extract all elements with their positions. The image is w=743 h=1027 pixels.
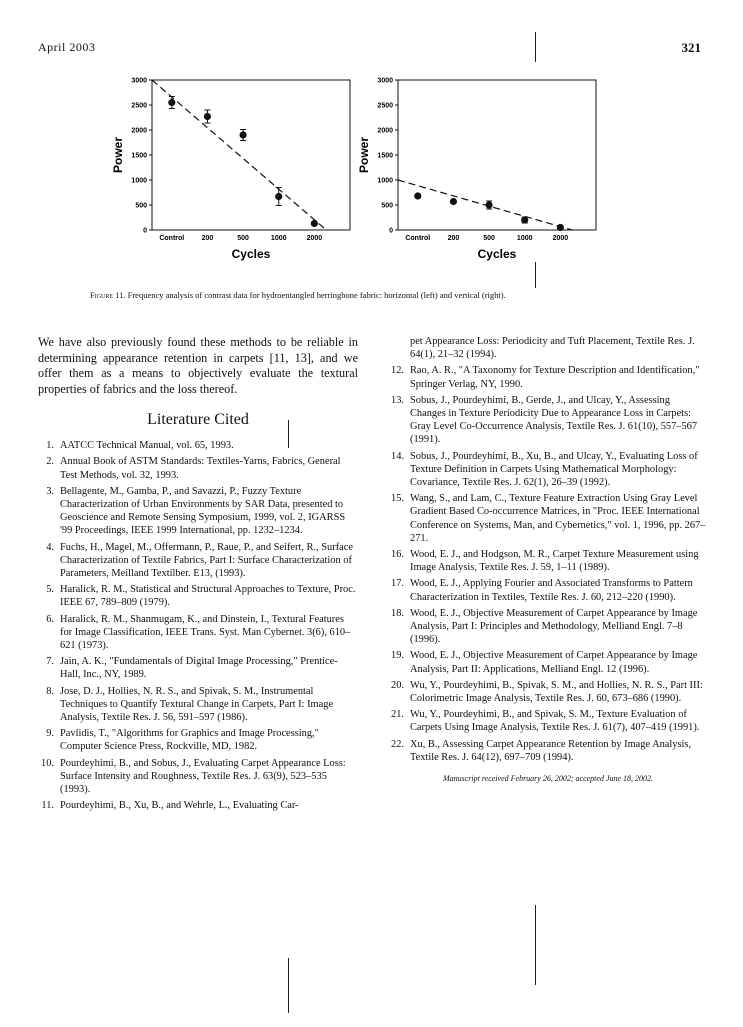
reference-text: Jain, A. K., "Fundamentals of Digital Image Processing," Prentice-Hall, Inc., NY, 1989. <box>60 656 338 681</box>
reference-item <box>38 541 358 581</box>
data-point <box>450 198 457 205</box>
y-tick-label: 500 <box>135 202 147 210</box>
caption-text: Frequency analysis of contrast data for hydroentangled herringbone fabric: horizontal (left) and vertical (right). <box>127 290 506 300</box>
reference-text: Pourdeyhimi, B., Xu, B., and Wehrle, L., Evaluating Car- <box>60 800 299 812</box>
y-tick-label: 1500 <box>377 152 393 160</box>
x-tick-label: 500 <box>483 235 495 242</box>
reference-item <box>388 577 708 603</box>
trend-line <box>152 80 326 230</box>
data-point <box>521 216 528 223</box>
data-point <box>414 192 421 199</box>
chart-left <box>111 78 350 262</box>
column-left <box>38 335 358 815</box>
caption-label: Figure 11. <box>90 290 126 300</box>
x-tick-label: 200 <box>201 235 214 242</box>
reference-text: Wu, Y., Pourdeyhimi, B., Spivak, S. M., and Hollies, N. R. S., Part III: Colorimetric Image Analysis, Textile Res. J. 60, 673–686 (1990). <box>410 679 703 705</box>
y-tick-label: 1000 <box>131 177 147 185</box>
reference-item <box>388 492 708 545</box>
reference-text: Sobus, J., Pourdeyhimi, B., Gerde, J., and Ulcay, Y., Assessing Changes in Texture Periodicity Due to Appearance Loss in Carpets: Gray Level Co-Occurrence Analysis, Textile Res. J. 61(10), 557–567 (1991). <box>410 394 698 446</box>
reference-item <box>388 394 708 447</box>
reference-text: Wang, S., and Lam, C., Texture Feature Extraction Using Gray Level Gradient Based Co-occurrence Matrices, in "Proc. IEEE International Conference on Systems, Man, and Cybernetics," vol. 1, 1996, pp. 267–271. <box>410 493 706 544</box>
reference-item <box>388 649 708 675</box>
reference-text: Jose, D. J., Hollies, N. R. S., and Spivak, S. M., Instrumental Techniques to Quantify Textural Change in Carpets, Part I: Image Analysis, Textile Res. J. 56, 591–597 (1986). <box>60 685 334 724</box>
reference-number: 19. <box>391 650 404 662</box>
reference-number: 15. <box>391 493 404 505</box>
reference-number: 16. <box>391 549 404 561</box>
data-point <box>485 201 492 208</box>
y-tick-label: 3000 <box>377 77 393 85</box>
reference-text: Fuchs, H., Magel, M., Offermann, P., Raue, P., and Seifert, R., Surface Characterization of Textile Fabrics, Part I: Surface Characterization of Parameters, Meilland Textilber. E13, (1993). <box>60 541 354 580</box>
reference-item <box>388 450 708 490</box>
y-tick-label: 3000 <box>131 77 147 85</box>
reference-text: Bellagente, M., Gamba, P., and Savazzi, P., Fuzzy Texture Characterization of Urban Environments by SAR Data, presented to Geoscience and Remote Sensing Symposium, 1999, vol. 2, IGARSS '99 Proceedings, IEEE 1999 International, pp. 1232–1234. <box>60 485 346 537</box>
reference-text: Wood, E. J., Objective Measurement of Carpet Appearance by Image Analysis, Part I: Principles and Methodology, Melliand Engl. 7–8 (1996). <box>410 607 698 646</box>
data-point <box>239 131 246 138</box>
x-tick-label: 2000 <box>552 235 569 242</box>
reference-number: 18. <box>391 607 404 619</box>
page-number: 321 <box>681 40 701 55</box>
reference-number: 2. <box>46 456 54 468</box>
data-point <box>168 99 175 106</box>
reference-item <box>38 757 358 797</box>
reference-number: 3. <box>46 485 54 497</box>
section-heading: Literature Cited <box>147 411 249 428</box>
reference-item <box>388 708 708 734</box>
reference-item <box>38 727 358 753</box>
y-tick-label: 500 <box>381 202 393 210</box>
reference-list-right <box>388 364 708 764</box>
crop-mark-bottom <box>535 905 536 985</box>
reference-text: Haralick, R. M., Statistical and Structural Approaches to Texture, Proc. IEEE 67, 789–809 (1979). <box>60 584 356 609</box>
trend-line <box>398 180 572 230</box>
reference-text: Sobus, J., Pourdeyhimi, B., Xu, B., and Ulcay, Y., Evaluating Loss of Texture Definition in Carpets Using Mathematical Morphology: Covariance, Textile Res. J. 62(1), 26–39 (1992). <box>410 450 698 489</box>
data-point <box>204 113 211 120</box>
reference-text: Wood, E. J., Applying Fourier and Associated Transforms to Pattern Characterization in Textiles, Textile Res. J. 60, 212–220 (1990). <box>410 578 693 603</box>
x-tick-label: Control <box>159 235 185 242</box>
reference-number: 11. <box>41 800 54 812</box>
scan-mark-lower <box>288 958 289 1013</box>
reference-item <box>38 799 358 812</box>
column-right <box>388 335 708 786</box>
reference-number <box>388 335 404 361</box>
reference-text: AATCC Technical Manual, vol. 65, 1993. <box>60 440 234 452</box>
reference-item <box>388 607 708 647</box>
x-tick-label: 500 <box>237 235 249 242</box>
reference-number: 14. <box>391 450 404 462</box>
reference-item <box>388 679 708 705</box>
reference-number: 8. <box>46 685 54 697</box>
reference-item <box>388 738 708 764</box>
reference-item <box>38 455 358 481</box>
plot-frame <box>398 80 596 230</box>
reference-item <box>388 364 708 390</box>
y-tick-label: 1500 <box>131 152 147 160</box>
y-tick-label: 0 <box>143 227 147 235</box>
x-tick-label: 1000 <box>270 235 287 242</box>
y-tick-label: 1000 <box>377 177 393 185</box>
y-tick-label: 2000 <box>377 127 393 135</box>
x-tick-label: 200 <box>447 235 460 242</box>
y-axis-title: Power <box>111 136 125 174</box>
reference-item <box>38 655 358 681</box>
x-axis-title: Cycles <box>477 247 517 261</box>
reference-text: Wood, E. J., Objective Measurement of Carpet Appearance by Image Analysis, Part II: Applications, Melliand Engl. 12 (1996). <box>410 650 698 675</box>
reference-item <box>38 583 358 609</box>
running-head: April 2003 <box>38 40 96 54</box>
data-point <box>557 224 564 231</box>
reference-number: 17. <box>391 578 404 590</box>
reference-number: 4. <box>46 541 54 553</box>
data-point <box>275 193 282 200</box>
y-tick-label: 2000 <box>131 127 147 135</box>
chart-right <box>357 78 596 262</box>
reference-text: pet Appearance Loss: Periodicity and Tuft Placement, Textile Res. J. 64(1), 21–32 (1994). <box>410 336 695 361</box>
y-tick-label: 2500 <box>377 102 393 110</box>
reference-text: Wu, Y., Pourdeyhimi, B., and Spivak, S. M., Texture Evaluation of Carpets Using Image Analysis, Textile Res. J. 61(7), 407–419 (1991). <box>410 709 700 734</box>
reference-text: Haralick, R. M., Shanmugam, K., and Dinstein, I., Textural Features for Image Classification, IEEE Trans. Syst. Man Cybernet. 3(6), 610–621 (1973). <box>60 613 351 652</box>
reference-number: 1. <box>46 440 54 452</box>
reference-item <box>38 439 358 452</box>
reference-number: 20. <box>391 679 404 691</box>
reference-item <box>38 613 358 653</box>
x-tick-label: 1000 <box>516 235 533 242</box>
intro-paragraph: We have also previously found these methods to be reliable in determining appearance retention in carpets [11, 13], and we offer them as a means to objectively evaluate the textural properties of fabrics and the loss thereof. <box>38 335 358 396</box>
figure-caption <box>90 290 690 300</box>
reference-number: 5. <box>46 584 54 596</box>
reference-number: 6. <box>46 613 54 625</box>
y-tick-label: 0 <box>389 227 393 235</box>
figure-charts <box>0 0 743 290</box>
reference-text: Xu, B., Assessing Carpet Appearance Retention by Image Analysis, Textile Res. J. 64(12), 697–709 (1994). <box>410 738 692 763</box>
reference-number: 21. <box>391 709 404 721</box>
reference-text: Pavlidis, T., "Algorithms for Graphics and Image Processing," Computer Science Press, Rockville, MD, 1982. <box>60 728 319 753</box>
reference-list-left <box>38 439 358 812</box>
reference-number: 9. <box>46 728 54 740</box>
manuscript-note: Manuscript received February 26, 2002; accepted June 18, 2002. <box>442 774 654 784</box>
reference-number: 7. <box>46 656 54 668</box>
x-tick-label: 2000 <box>306 235 323 242</box>
reference-continuation <box>388 335 708 361</box>
x-axis-title: Cycles <box>231 247 271 261</box>
reference-number: 13. <box>391 394 404 406</box>
plot-frame <box>152 80 350 230</box>
y-axis-title: Power <box>357 136 371 174</box>
data-point <box>311 220 318 227</box>
reference-text: Pourdeyhimi, B., and Sobus, J., Evaluating Carpet Appearance Loss: Surface Intensity and Roughness, Textile Res. J. 63(9), 523–535 (1993). <box>60 757 346 796</box>
reference-number: 22. <box>391 738 404 750</box>
reference-item <box>38 485 358 538</box>
reference-text: Rao, A. R., "A Taxonomy for Texture Description and Identification," Springer Verlag, NY, 1990. <box>410 365 700 390</box>
x-tick-label: Control <box>405 235 431 242</box>
reference-item <box>38 685 358 725</box>
reference-item <box>388 548 708 574</box>
reference-number: 12. <box>391 365 404 377</box>
reference-number: 10. <box>41 757 54 769</box>
reference-text: Annual Book of ASTM Standards: Textiles-Yarns, Fabrics, General Test Methods, vol. 32, 1993. <box>60 456 341 481</box>
y-tick-label: 2500 <box>131 102 147 110</box>
reference-text: Wood, E. J., and Hodgson, M. R., Carpet Texture Measurement using Image Analysis, Textile Res. J. 59, 1–11 (1989). <box>410 549 699 574</box>
